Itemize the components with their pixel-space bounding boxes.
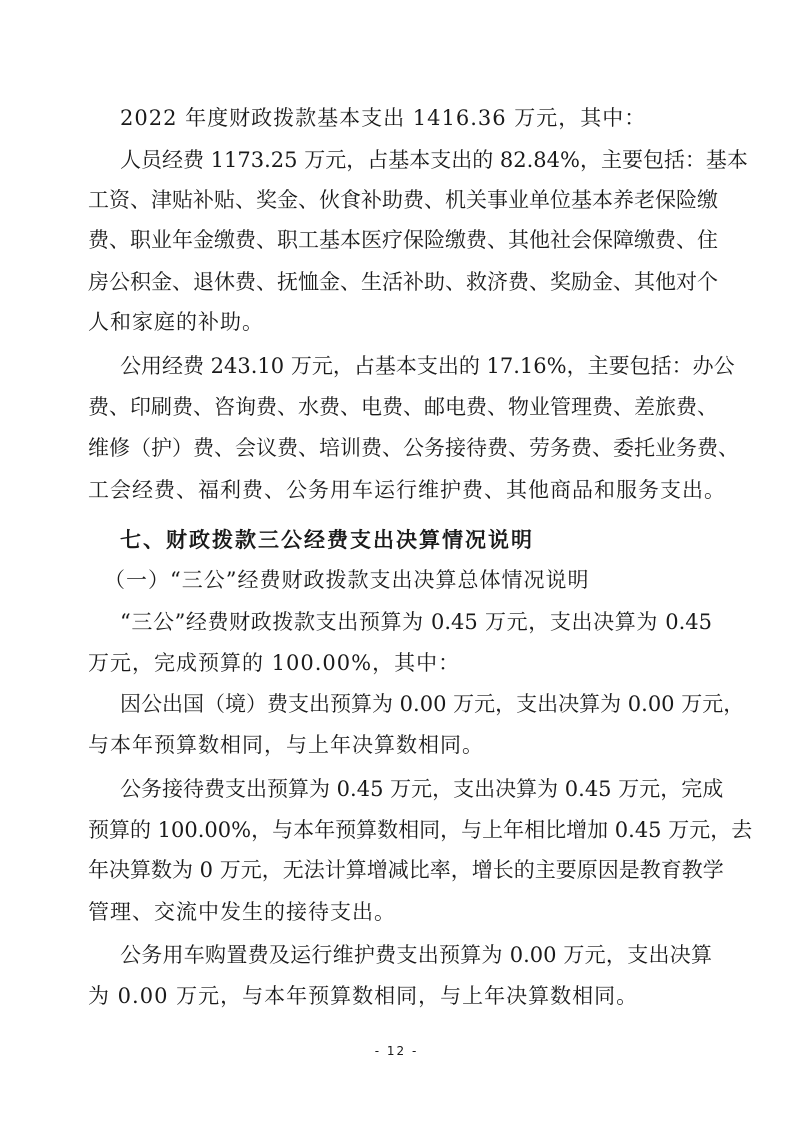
paragraph-line: 人和家庭的补助。 xyxy=(88,310,264,334)
paragraph-line: 2022 年度财政拨款基本支出 1416.36 万元，其中： xyxy=(120,106,647,130)
paragraph-line: 为 0.00 万元，与本年预算数相同，与上年决算数相同。 xyxy=(88,984,639,1008)
paragraph-line: 公务用车购置费及运行维护费支出预算为 0.00 万元，支出决算 xyxy=(120,943,712,967)
paragraph-line: 与本年预算数相同，与上年决算数相同。 xyxy=(88,733,484,757)
paragraph-line: 公用经费 243.10 万元，占基本支出的 17.16%，主要包括：办公 xyxy=(120,354,735,378)
subsection-heading: （一）“三公”经费财政拨款支出决算总体情况说明 xyxy=(104,568,590,592)
paragraph-line: 工资、津贴补贴、奖金、伙食补助费、机关事业单位基本养老保险缴 xyxy=(88,188,718,212)
paragraph-line: 管理、交流中发生的接待支出。 xyxy=(88,900,396,924)
paragraph-line: 费、职业年金缴费、职工基本医疗保险缴费、其他社会保障缴费、住 xyxy=(88,228,718,252)
paragraph-line: 万元，完成预算的 100.00%，其中： xyxy=(88,651,461,675)
paragraph-line: 费、印刷费、咨询费、水费、电费、邮电费、物业管理费、差旅费、 xyxy=(88,395,718,419)
paragraph-line: 年决算数为 0 万元，无法计算增减比率，增长的主要原因是教育教学 xyxy=(88,858,724,882)
paragraph-line: 维修（护）费、会议费、培训费、公务接待费、劳务费、委托业务费、 xyxy=(88,436,739,460)
section-heading: 七、财政拨款三公经费支出决算情况说明 xyxy=(120,527,534,552)
paragraph-line: 因公出国（境）费支出预算为 0.00 万元，支出决算为 0.00 万元， xyxy=(120,692,745,716)
paragraph-line: 人员经费 1173.25 万元，占基本支出的 82.84%，主要包括：基本 xyxy=(120,148,748,172)
paragraph-line: 公务接待费支出预算为 0.45 万元，支出决算为 0.45 万元，完成 xyxy=(120,777,724,801)
page-number: - 12 - xyxy=(374,1044,419,1058)
paragraph-line: 预算的 100.00%，与本年预算数相同，与上年相比增加 0.45 万元，去 xyxy=(88,818,753,842)
paragraph-line: 房公积金、退休费、抚恤金、生活补助、救济费、奖励金、其他对个 xyxy=(88,270,718,294)
paragraph-line: 工会经费、福利费、公务用车运行维护费、其他商品和服务支出。 xyxy=(88,478,726,502)
paragraph-line: “三公”经费财政拨款支出预算为 0.45 万元，支出决算为 0.45 xyxy=(120,610,712,634)
